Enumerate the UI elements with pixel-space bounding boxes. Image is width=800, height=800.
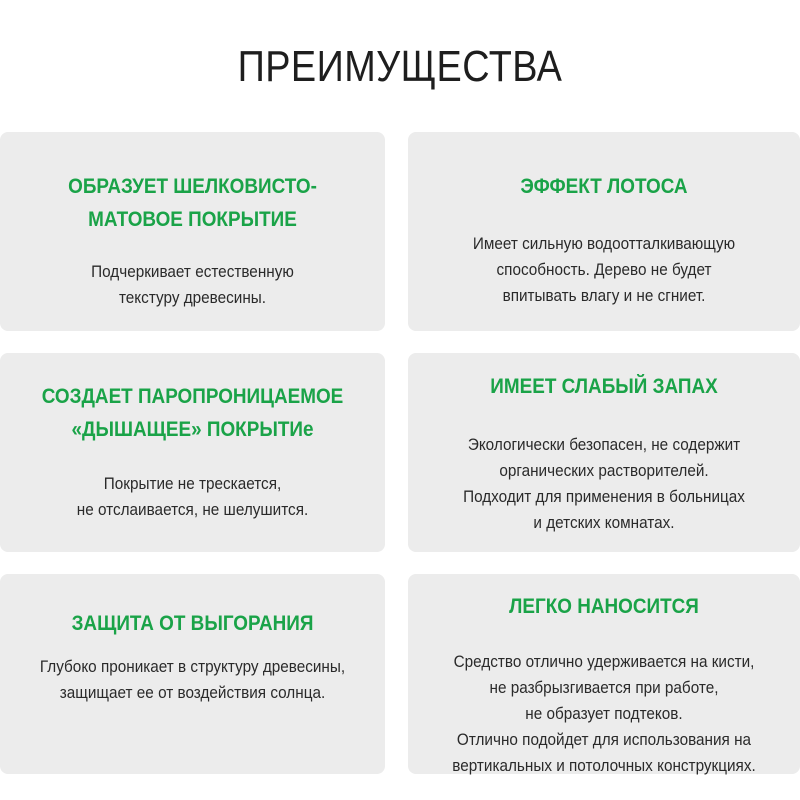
card-text-line: Средство отлично удерживается на кисти, — [453, 652, 755, 671]
card-heading-line: «ДЫШАЩЕЕ» ПОКРЫТИе — [71, 418, 314, 441]
card-text-line: не образует подтеков. — [525, 704, 683, 723]
card-text-line: вертикальных и потолочных конструкциях. — [452, 756, 756, 775]
card-text-line: и детских комнатах. — [533, 513, 675, 532]
card-text-line: Подчеркивает естественную — [91, 262, 294, 281]
card-heading-line: ОБРАЗУЕТ ШЕЛКОВИСТО- — [68, 175, 317, 198]
card-text-line: не отслаивается, не шелушится. — [76, 500, 309, 519]
benefit-card-silky-matte — [0, 132, 385, 331]
benefit-card-fade-protection — [0, 574, 385, 774]
card-text-line: Покрытие не трескается, — [103, 474, 282, 493]
card-heading-line: ЗАЩИТА ОТ ВЫГОРАНИЯ — [71, 612, 314, 635]
card-text-line: Глубоко проникает в структуру древесины, — [39, 657, 346, 676]
card-text-line: способность. Дерево не будет — [496, 260, 712, 279]
card-heading-line: СОЗДАЕТ ПАРОПРОНИЦАЕМОЕ — [41, 385, 344, 408]
benefit-card-weak-odor — [408, 353, 800, 552]
card-text-line: Подходит для применения в больницах — [463, 487, 745, 506]
card-text-line: впитывать влагу и не сгниет. — [502, 286, 706, 305]
card-heading — [428, 370, 781, 403]
card-text-line: текстуру древесины. — [118, 288, 267, 307]
card-text-line: органических растворителей. — [499, 461, 709, 480]
card-text-line: Имеет сильную водоотталкивающую — [472, 234, 736, 253]
card-text — [19, 654, 366, 706]
card-heading — [428, 590, 781, 623]
card-heading — [19, 380, 366, 446]
card-text — [428, 231, 781, 309]
card-heading-line: МАТОВОЕ ПОКРЫТИЕ — [88, 208, 297, 231]
card-heading-line: ИМЕЕТ СЛАБЫЙ ЗАПАХ — [490, 375, 718, 398]
card-heading — [19, 170, 366, 236]
card-heading-line: ЛЕГКО НАНОСИТСЯ — [509, 595, 699, 618]
page-title: ПРЕИМУЩЕСТВА — [237, 42, 563, 91]
benefit-card-easy-apply — [408, 574, 800, 774]
card-text-line: защищает ее от воздействия солнца. — [59, 683, 326, 702]
card-text-line: Отлично подойдет для использования на — [456, 730, 752, 749]
benefit-card-lotus-effect — [408, 132, 800, 331]
card-text — [19, 471, 366, 523]
card-text — [428, 432, 781, 536]
card-heading — [428, 170, 781, 203]
card-heading — [19, 607, 366, 640]
card-text — [19, 259, 366, 311]
card-text-line: не разбрызгивается при работе, — [489, 678, 719, 697]
card-text-line: Экологически безопасен, не содержит — [467, 435, 741, 454]
benefit-card-breathable — [0, 353, 385, 552]
card-text — [428, 649, 781, 779]
card-heading-line: ЭФФЕКТ ЛОТОСА — [520, 175, 688, 198]
